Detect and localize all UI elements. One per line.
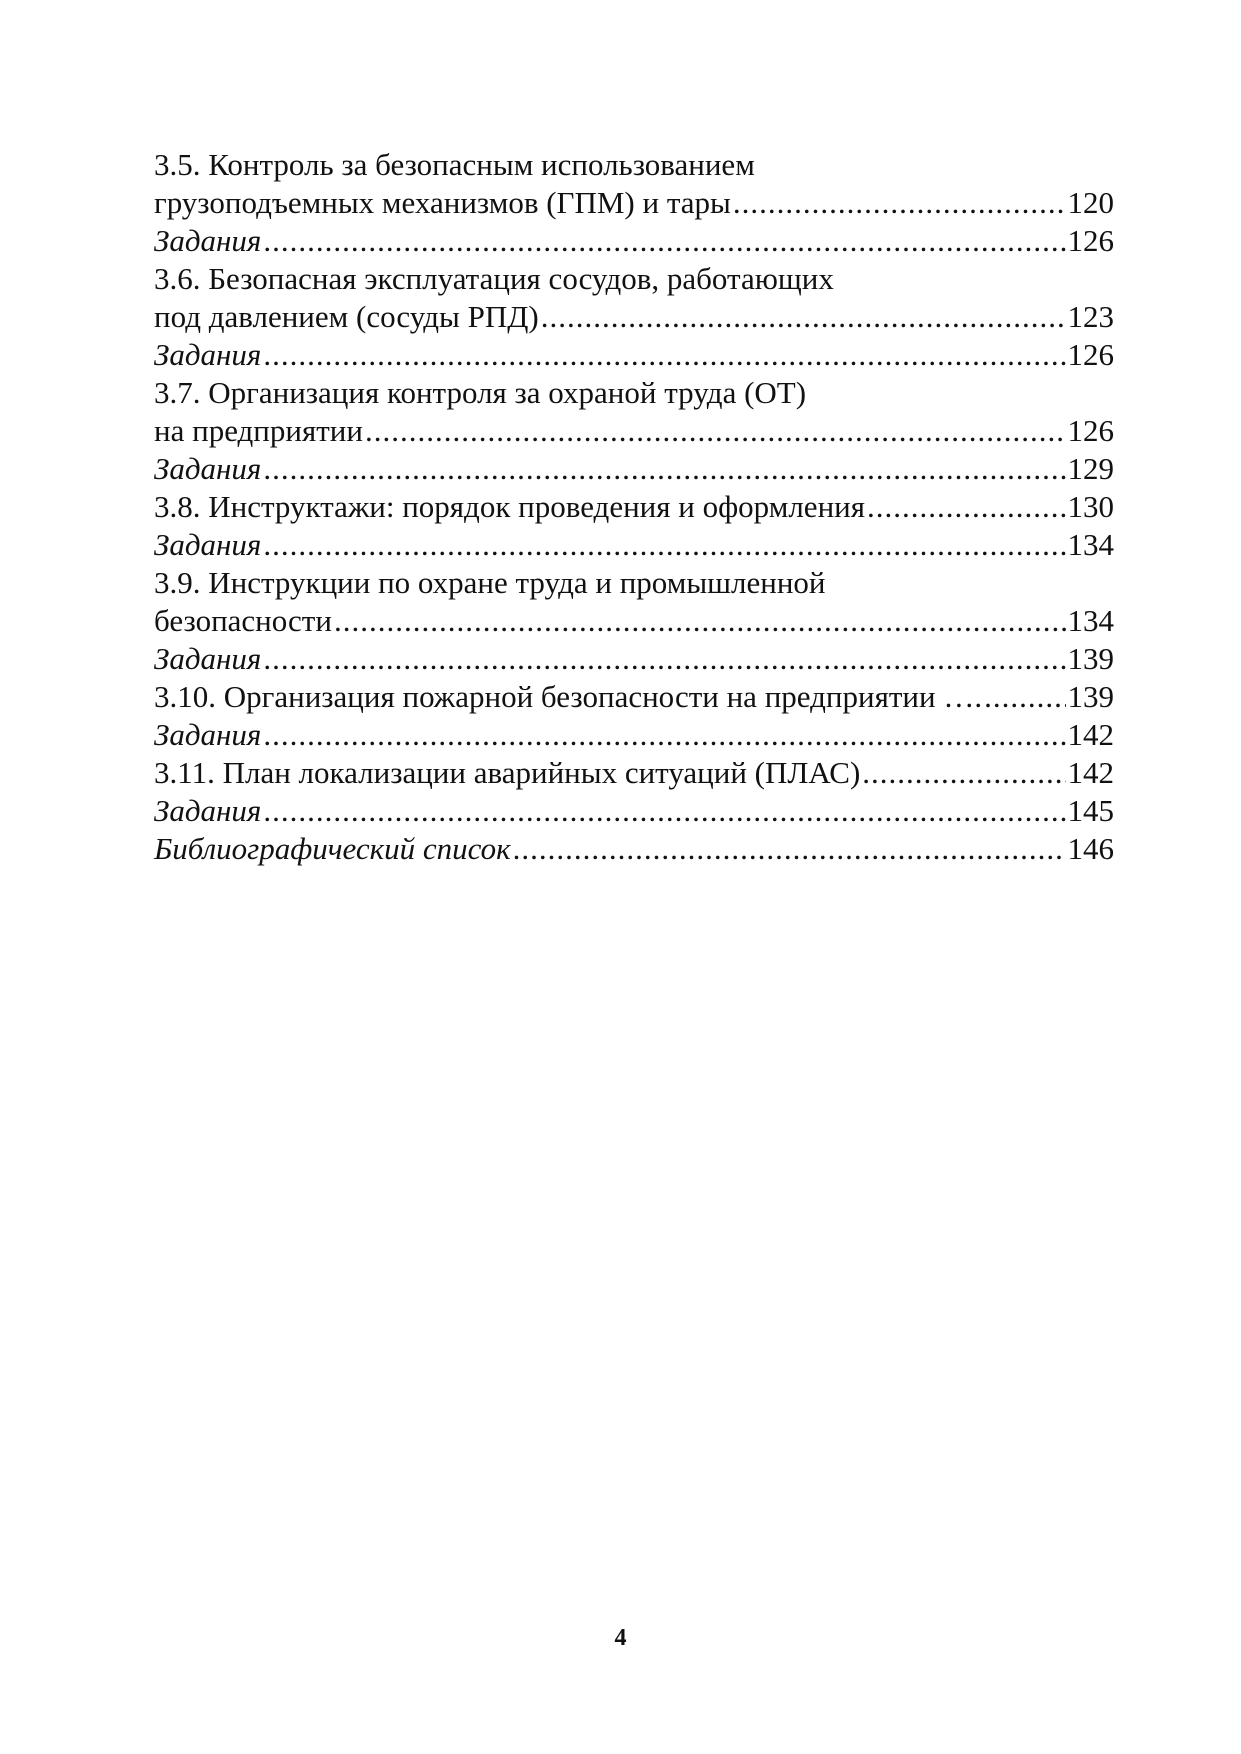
- toc-entry: [154, 716, 1114, 754]
- toc-entry-title: Задания: [154, 641, 262, 676]
- toc-entry: [154, 374, 1114, 412]
- toc-entry-title: Задания: [154, 717, 262, 752]
- toc-entry-title: 3.5. Контроль за безопасным использованием: [154, 147, 755, 182]
- toc-entry-page: 134: [1067, 527, 1114, 562]
- toc-entry: [154, 146, 1114, 184]
- toc-entry-title: Задания: [154, 223, 262, 258]
- toc-entry-title: 3.9. Инструкции по охране труда и промышленной: [154, 565, 826, 600]
- toc-dot-leader: [733, 184, 1066, 222]
- toc-entry: [154, 564, 1114, 602]
- toc-entry-page: 129: [1067, 451, 1114, 486]
- toc-entry-title: Задания: [154, 337, 262, 372]
- toc-entry-title: Задания: [154, 451, 262, 486]
- toc-entry-page: 126: [1067, 413, 1114, 448]
- toc-entry: [154, 602, 1114, 640]
- toc-entry-page: 120: [1067, 185, 1114, 220]
- toc-dot-leader: [334, 602, 1066, 640]
- toc-entry-page: 126: [1067, 337, 1114, 372]
- toc-dot-leader: [263, 222, 1065, 260]
- toc-entry-title: безопасности: [154, 603, 332, 638]
- toc-entry: [154, 222, 1114, 260]
- toc-entry: [154, 830, 1114, 868]
- toc-dot-leader: [513, 830, 1066, 868]
- toc-entry-title: Задания: [154, 793, 262, 828]
- toc-entry-page: 134: [1067, 603, 1114, 638]
- toc-entry: [154, 336, 1114, 374]
- toc-entry-title: 3.10. Организация пожарной безопасности на предприятии ….: [154, 679, 983, 714]
- toc-entry: [154, 678, 1114, 716]
- toc-entry-title: 3.8. Инструктажи: порядок проведения и оформления: [154, 489, 866, 524]
- toc-entry-page: 142: [1067, 755, 1114, 790]
- toc-entry: [154, 412, 1114, 450]
- toc-entry-title: Библиографический список: [154, 831, 511, 866]
- toc-entry-page: 126: [1067, 223, 1114, 258]
- toc-entry-title: под давлением (сосуды РПД): [154, 299, 539, 334]
- toc-entry-title: грузоподъемных механизмов (ГПМ) и тары: [154, 185, 731, 220]
- toc-dot-leader: [263, 450, 1065, 488]
- toc-dot-leader: [263, 336, 1065, 374]
- toc-entry-title: 3.11. План локализации аварийных ситуаций (ПЛАС): [154, 755, 861, 790]
- toc-entry: [154, 488, 1114, 526]
- toc-entry: [154, 754, 1114, 792]
- table-of-contents: [154, 146, 1114, 868]
- toc-entry-page: 142: [1067, 717, 1114, 752]
- toc-entry: [154, 640, 1114, 678]
- page-number: 4: [614, 1625, 627, 1651]
- toc-entry: [154, 450, 1114, 488]
- toc-dot-leader: [263, 526, 1065, 564]
- toc-entry: [154, 792, 1114, 830]
- toc-entry-page: 123: [1067, 299, 1114, 334]
- toc-entry-page: 139: [1067, 679, 1114, 714]
- toc-dot-leader: [541, 298, 1066, 336]
- toc-entry: [154, 526, 1114, 564]
- toc-entry-title: на предприятии: [154, 413, 363, 448]
- toc-dot-leader: [365, 412, 1066, 450]
- toc-entry-page: 145: [1067, 793, 1114, 828]
- toc-dot-leader: [263, 716, 1065, 754]
- toc-entry-title: Задания: [154, 527, 262, 562]
- toc-entry-title: 3.6. Безопасная эксплуатация сосудов, работающих: [154, 261, 834, 296]
- toc-dot-leader: [984, 678, 1065, 716]
- toc-dot-leader: [862, 754, 1065, 792]
- toc-dot-leader: [867, 488, 1065, 526]
- toc-entry-page: 130: [1067, 489, 1114, 524]
- toc-dot-leader: [263, 640, 1065, 678]
- toc-entry-title: 3.7. Организация контроля за охраной труда (ОТ): [154, 375, 807, 410]
- toc-entry: [154, 184, 1114, 222]
- toc-entry: [154, 260, 1114, 298]
- toc-dot-leader: [263, 792, 1065, 830]
- toc-entry-page: 139: [1067, 641, 1114, 676]
- toc-entry: [154, 298, 1114, 336]
- toc-entry-page: 146: [1067, 831, 1114, 866]
